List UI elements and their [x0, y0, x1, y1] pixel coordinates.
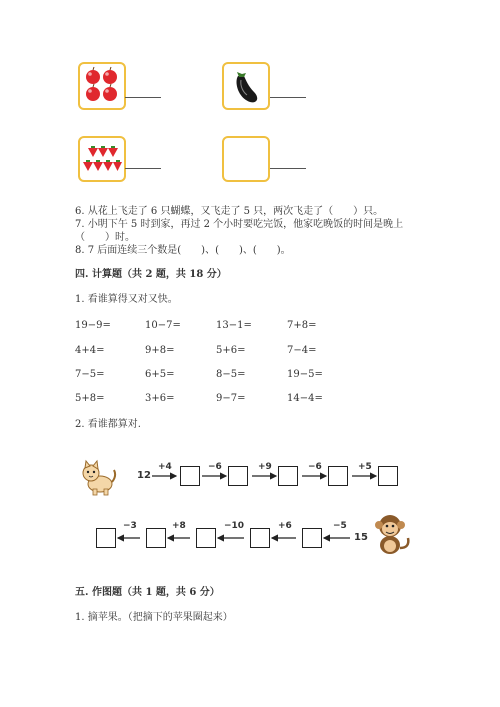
calc-item: 9−7=	[216, 393, 246, 404]
calc-item: 19−5=	[287, 369, 323, 380]
chain-1-op: +9	[258, 462, 272, 472]
answer-line	[125, 97, 161, 98]
calc-item: 14−4=	[287, 393, 323, 404]
section-4-title: 四. 计算题（共 2 题，共 18 分）	[75, 269, 227, 280]
section-4-q1-title: 1. 看谁算得又对又快。	[75, 294, 178, 305]
answer-box[interactable]	[328, 466, 348, 486]
answer-line	[125, 168, 161, 169]
chain-2-op: −10	[224, 521, 245, 531]
monkey-icon	[372, 512, 412, 556]
answer-line	[270, 97, 306, 98]
eggplant-picture-box	[222, 62, 270, 110]
chain-2-start: 15	[354, 532, 368, 543]
calc-item: 4+4=	[75, 345, 105, 356]
calc-item: 3+6=	[145, 393, 175, 404]
chain-1-op: +5	[358, 462, 372, 472]
question-7-line1: 7. 小明下午 5 时到家，再过 2 个小时要吃完饭，他家吃晚饭的时间是晚上	[75, 219, 404, 230]
calc-item: 9+8=	[145, 345, 175, 356]
chain-2-op: +6	[278, 521, 292, 531]
question-8: 8. 7 后面连续三个数是( )、( )、( )。	[75, 245, 291, 256]
calc-item: 8−5=	[216, 369, 246, 380]
chain-2-op: −5	[333, 521, 347, 531]
chain-1-op: −6	[308, 462, 322, 472]
calc-item: 7−5=	[75, 369, 105, 380]
section-5-q1-title: 1. 摘苹果。（把摘下的苹果圈起来）	[75, 612, 233, 623]
answer-box[interactable]	[378, 466, 398, 486]
empty-picture-box	[222, 136, 270, 182]
chain-1-arrows	[0, 455, 500, 495]
strawberry-group-icon	[80, 138, 124, 180]
apple-group-icon	[80, 64, 124, 108]
chain-2-op: +8	[172, 521, 186, 531]
calc-item: 10−7=	[145, 320, 181, 331]
calc-item: 5+6=	[216, 345, 246, 356]
section-5-title: 五. 作图题（共 1 题，共 6 分）	[75, 587, 220, 598]
question-7-line2: （ ）时。	[75, 232, 135, 243]
calc-item: 5+8=	[75, 393, 105, 404]
question-6: 6. 从花上飞走了 6 只蝴蝶，又飞走了 5 只，两次飞走了（ ）只。	[75, 206, 384, 217]
section-4-q2-title: 2. 看谁都算对.	[75, 419, 141, 430]
calc-item: 19−9=	[75, 320, 111, 331]
chain-1-start: 12	[137, 470, 151, 481]
calc-item: 7+8=	[287, 320, 317, 331]
apple-picture-box	[78, 62, 126, 110]
answer-box[interactable]	[278, 466, 298, 486]
chain-2-arrows	[0, 517, 500, 557]
eggplant-icon	[224, 64, 268, 108]
chain-1-op: +4	[158, 462, 172, 472]
answer-box[interactable]	[228, 466, 248, 486]
calc-item: 13−1=	[216, 320, 252, 331]
chain-1-op: −6	[208, 462, 222, 472]
calc-item: 7−4=	[287, 345, 317, 356]
strawberry-picture-box	[78, 136, 126, 182]
calc-item: 6+5=	[145, 369, 175, 380]
chain-2-op: −3	[123, 521, 137, 531]
answer-line	[270, 168, 306, 169]
answer-box[interactable]	[180, 466, 200, 486]
